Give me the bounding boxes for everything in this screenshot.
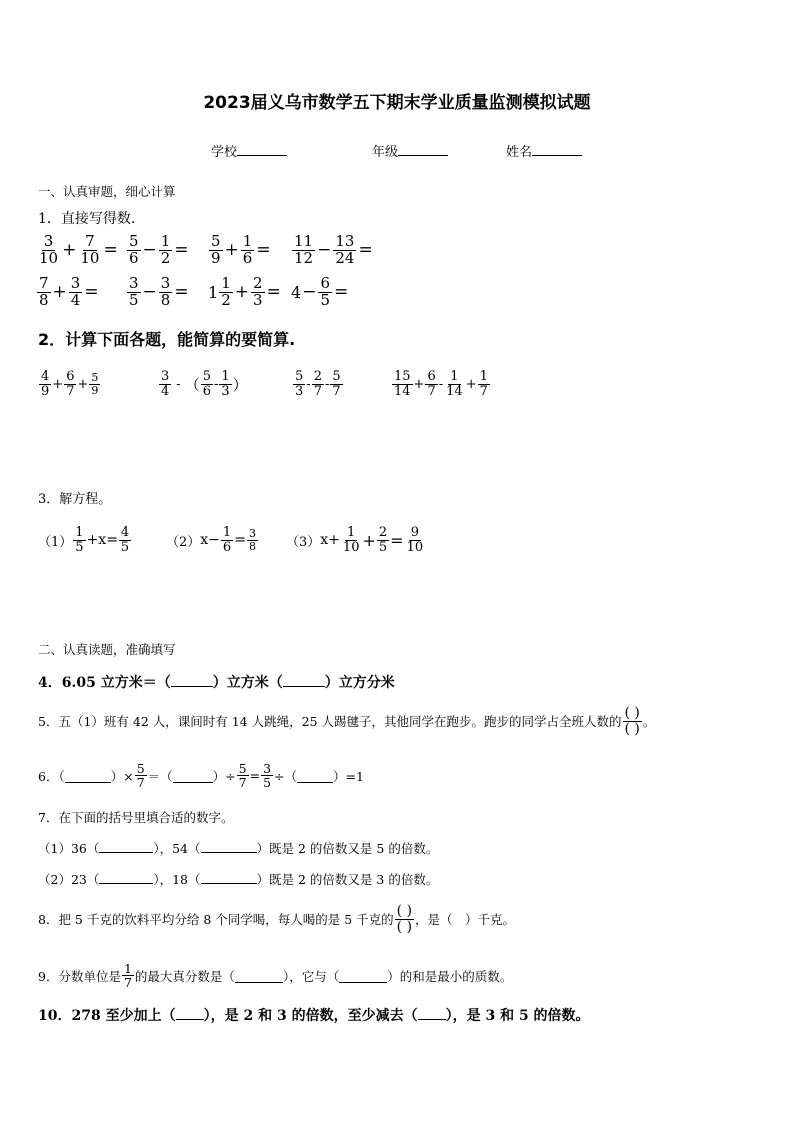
- q1-item-6: $\frac{3}{5}$ − $\frac{3}{8}$ =: [129, 274, 189, 309]
- q1-item-3: $\frac{5}{9}$ + $\frac{1}{6}$ =: [211, 232, 271, 267]
- question-7-label: 7．在下面的括号里填合适的数字。: [38, 810, 234, 825]
- q3-equation-3: （3） x+ $\frac{1}{10}$ + $\frac{2}{5}$ = $\frac{9}{10}$: [286, 525, 424, 555]
- question-6: 6．（ ）× $\frac{5}{7}$ ＝（ ）÷ $\frac{5}{7}$ = $\frac{3}{5}$ ÷（ ）=1: [38, 761, 364, 791]
- section-heading-1: 一、认真审题，细心计算: [38, 184, 176, 199]
- q7-1-blank-1[interactable]: [99, 839, 153, 853]
- grade-label: 年级: [372, 145, 399, 160]
- q6-blank-1[interactable]: [65, 769, 111, 783]
- question-8: 8．把 5 千克的饮料平均分给 8 个同学喝，每人喝的是 5 千克的 $\frac{( )}{( )}$ ，是（ ）千克。: [38, 903, 516, 935]
- question-1-label: 1．直接写得数.: [38, 211, 136, 227]
- q6-blank-3[interactable]: [297, 769, 333, 783]
- q6-blank-2[interactable]: [173, 769, 213, 783]
- q2-expr-1: $\frac{4}{9}$ + $\frac{6}{7}$ + $\frac{5}{9}$: [41, 369, 99, 399]
- q1-item-7: 1 $\frac{1}{2}$ + $\frac{2}{3}$ =: [208, 274, 281, 309]
- q4-blank-1[interactable]: [171, 673, 213, 687]
- question-4: 4．6.05 立方米＝（ ）立方米（ ）立方分米: [38, 675, 395, 691]
- page-title: 2023届义乌市数学五下期末学业质量监测模拟试题: [203, 93, 591, 113]
- q2-expr-2: $\frac{3}{4}$ - （ $\frac{5}{6}$ - $\frac{1}{3}$ ）: [161, 369, 248, 399]
- q2-expr-4: $\frac{15}{14}$ + $\frac{6}{7}$ - $\frac{1}{14}$ + $\frac{1}{7}$: [394, 369, 488, 399]
- q1-item-4: $\frac{11}{12}$ − $\frac{13}{24}$ =: [294, 232, 373, 267]
- question-9: 9．分数单位是 $\frac{1}{7}$ 的最大真分数是（ ），它与（ ）的和是最小的质数。: [38, 961, 513, 991]
- q3-equation-2: （2） x− $\frac{1}{6}$ = $\frac{3}{8}$: [166, 525, 256, 555]
- q9-blank-1[interactable]: [235, 969, 283, 983]
- q1-item-1: $\frac{3}{10}$ + $\frac{7}{10}$ =: [39, 232, 118, 267]
- q1-item-5: $\frac{7}{8}$ + $\frac{3}{4}$ =: [39, 274, 99, 309]
- q7-2-blank-1[interactable]: [99, 870, 153, 884]
- question-10: 10．278 至少加上（ ），是 2 和 3 的倍数，至少减去（ ），是 3 和 5 的倍数。: [38, 1008, 590, 1024]
- q5-answer-fraction[interactable]: $\frac{( )}{( )}$: [624, 705, 640, 737]
- section-heading-2: 二、认真读题，准确填写: [38, 642, 176, 657]
- q7-line-2: （2）23（ ），18（ ）既是 2 的倍数又是 3 的倍数。: [38, 872, 439, 887]
- q1-item-8: 4 − $\frac{6}{5}$ =: [291, 274, 349, 309]
- q2-expr-3: $\frac{5}{3}$ - $\frac{2}{7}$ - $\frac{5}{7}$: [295, 369, 341, 399]
- q8-answer-fraction[interactable]: $\frac{( )}{( )}$: [396, 903, 413, 935]
- q1-item-2: $\frac{5}{6}$ − $\frac{1}{2}$ =: [129, 232, 189, 267]
- q7-line-1: （1）36（ ），54（ ）既是 2 的倍数又是 5 的倍数。: [38, 841, 439, 856]
- q7-2-blank-2[interactable]: [201, 870, 257, 884]
- q4-blank-2[interactable]: [283, 673, 325, 687]
- q9-blank-2[interactable]: [339, 969, 387, 983]
- question-5: 5．五（1）班有 42 人，课间时有 14 人跳绳，25 人踢毽子，其他同学在跑步。跑步的同学占全班人数的 $\frac{( )}{( )}$ 。: [38, 705, 656, 737]
- q10-blank-1[interactable]: [176, 1006, 204, 1020]
- q10-blank-2[interactable]: [418, 1006, 446, 1020]
- question-2-label: 2．计算下面各题，能简算的要简算.: [38, 330, 296, 349]
- school-label: 学校: [211, 145, 238, 160]
- name-label: 姓名: [506, 145, 533, 160]
- q7-1-blank-2[interactable]: [201, 839, 257, 853]
- q3-equation-1: （1） $\frac{1}{5}$ +x= $\frac{4}{5}$: [38, 525, 130, 555]
- name-field[interactable]: [506, 141, 582, 160]
- school-field[interactable]: [211, 141, 287, 160]
- question-3-label: 3．解方程。: [38, 492, 112, 507]
- grade-field[interactable]: [372, 141, 448, 160]
